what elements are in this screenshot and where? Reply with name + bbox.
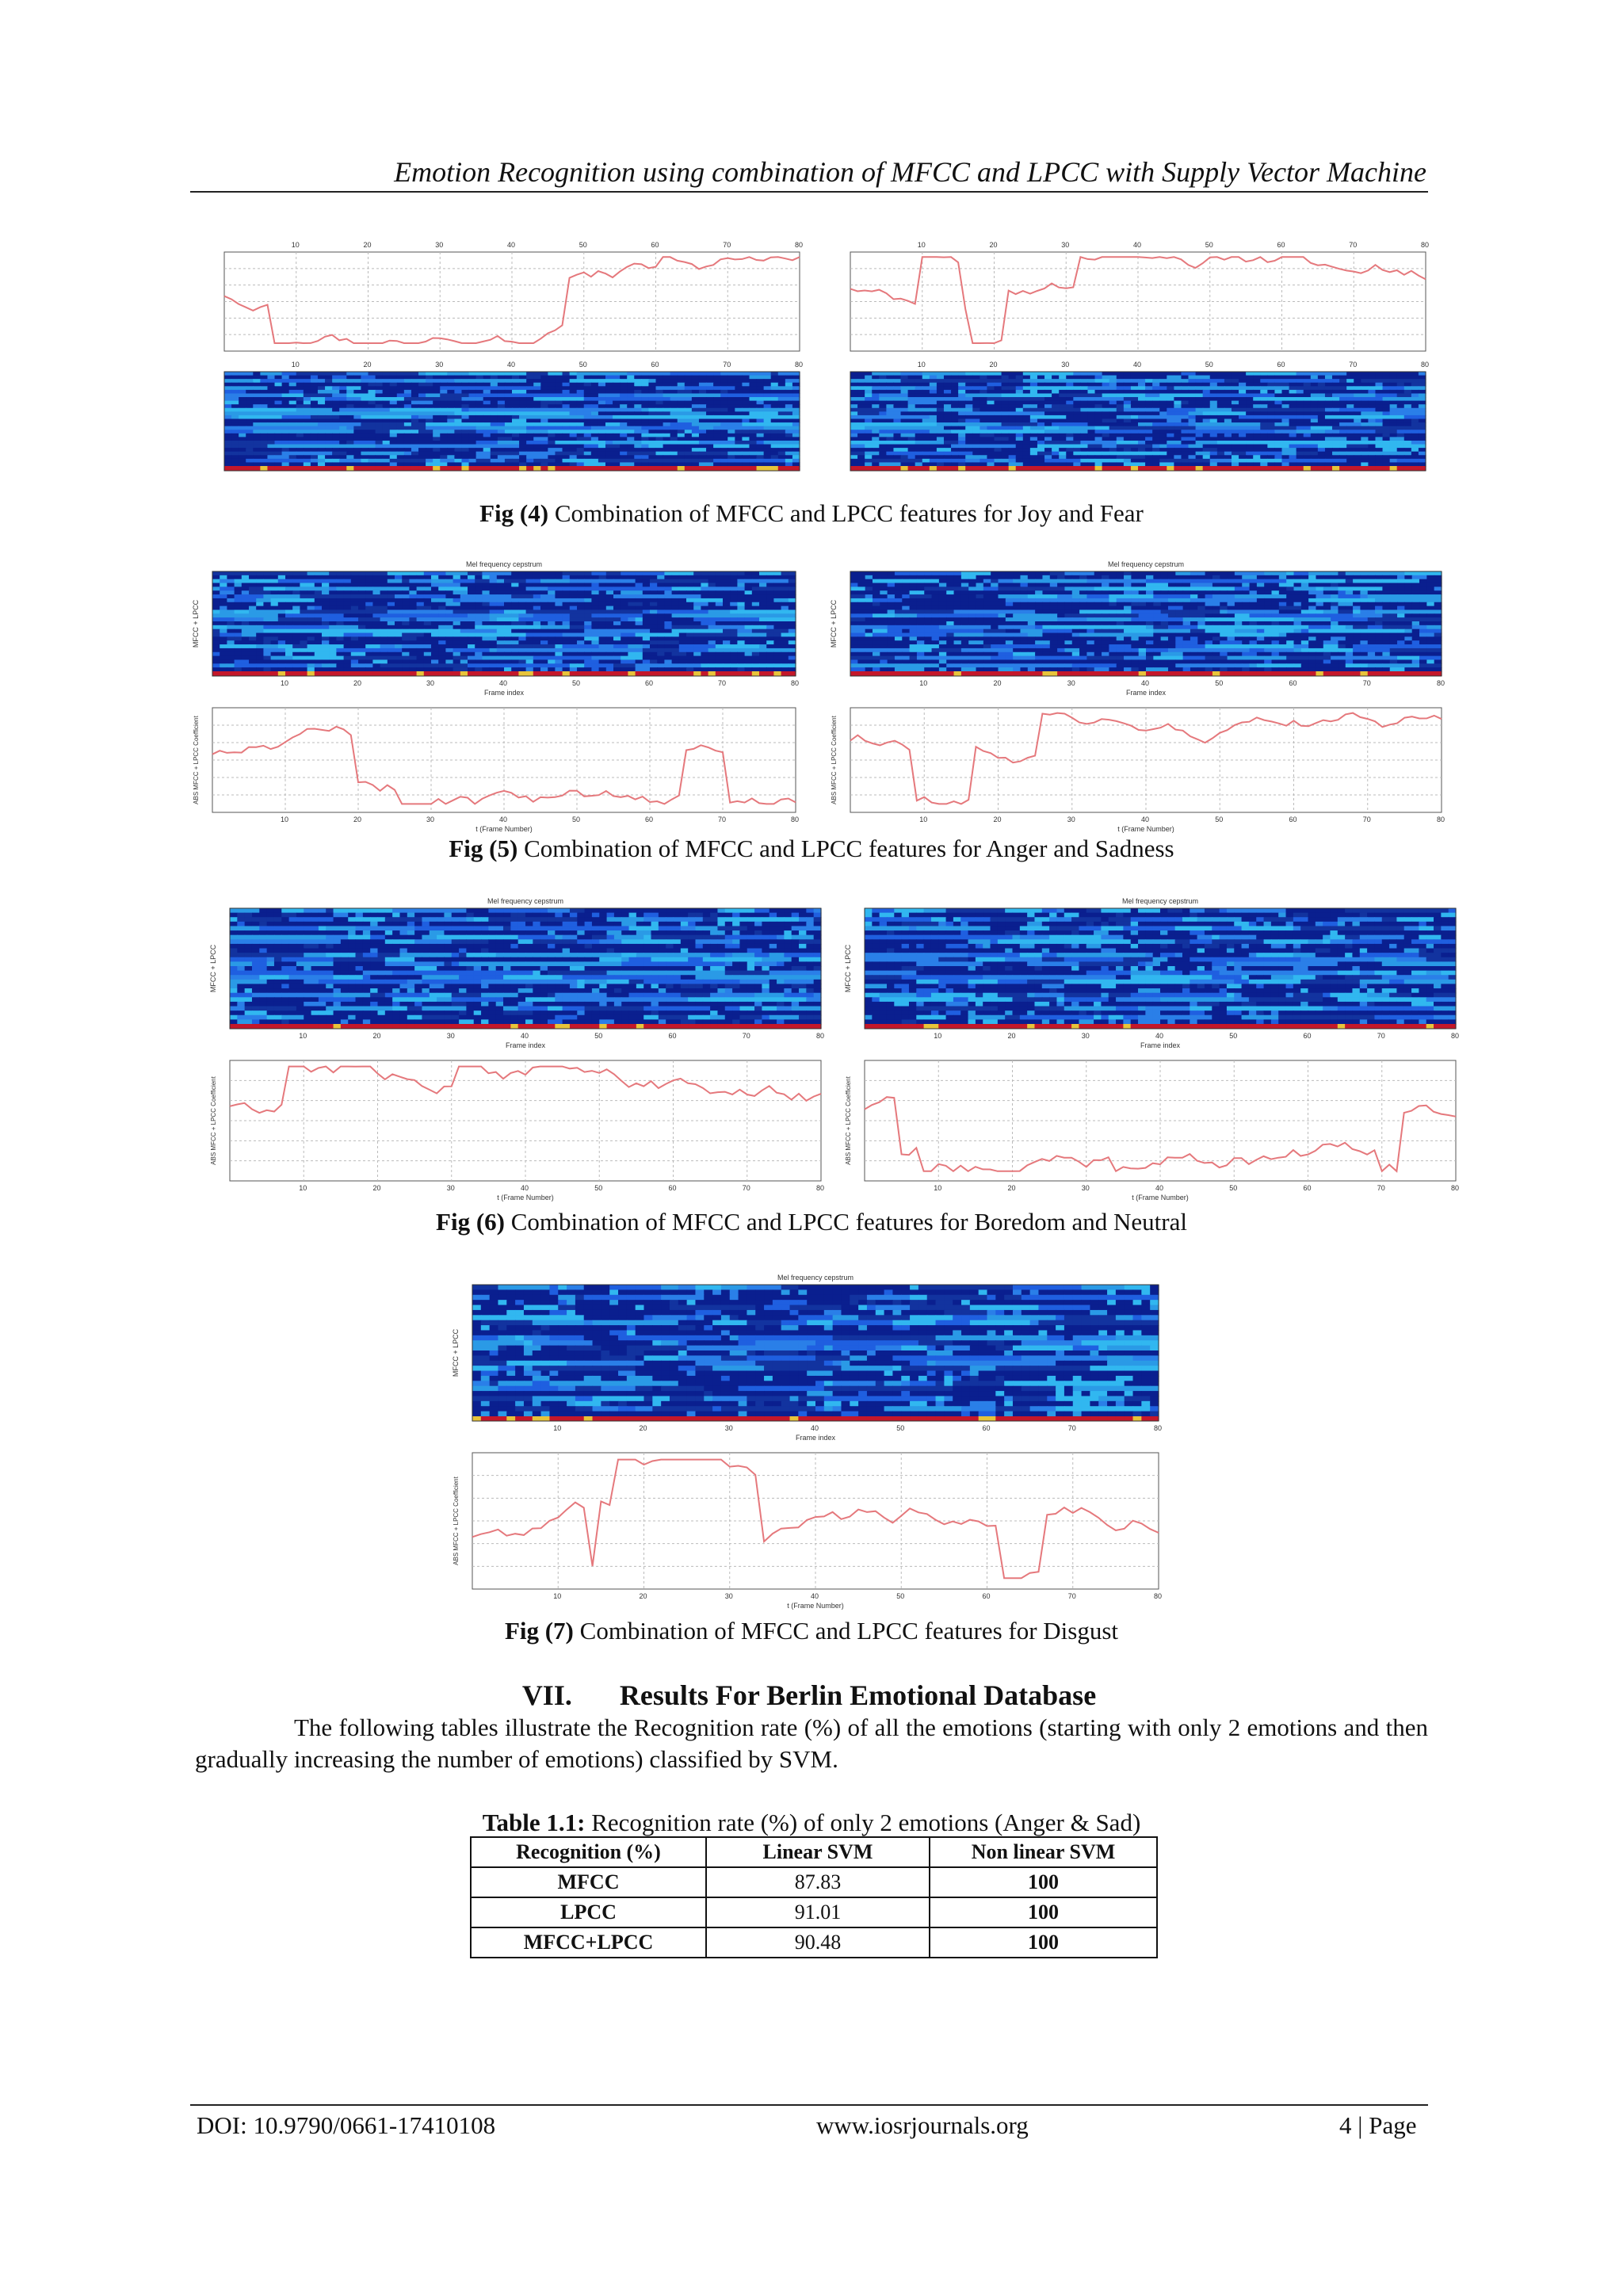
line-xtick: 50 [572,816,581,823]
spectrogram-xtick: 40 [499,679,508,687]
line-xtick: 60 [1303,1184,1312,1192]
line-xtick: 80 [1421,241,1430,249]
table-cell: 100 [930,1897,1157,1927]
line-xtick: 80 [1154,1592,1163,1600]
header-rule [190,191,1428,193]
line-xtick: 30 [426,816,435,823]
line-xtick: 60 [668,1184,677,1192]
spectrogram-xtick: 50 [572,679,581,687]
line-xtick: 50 [896,1592,905,1600]
spectrogram-xtick: 20 [1007,1032,1016,1040]
figure-4-caption [0,499,1623,528]
spectrogram-xtick: 50 [1205,361,1213,369]
table-caption-text: Recognition rate (%) of only 2 emotions (Anger & Sad) [591,1809,1141,1836]
spectrogram-xlabel: Frame index [483,689,525,697]
table-caption-label: Table 1.1: [482,1809,586,1836]
fig5-left-svg [190,559,800,833]
footer-page: 4 | Page [1339,2111,1417,2139]
spectrogram-xtick: 40 [507,361,516,369]
line-xtick: 50 [579,241,587,249]
spectrogram-xtick: 70 [1377,1032,1385,1040]
feature-line-plot [850,708,1442,812]
spectrogram-xtick: 80 [791,679,800,687]
fig7-svg [450,1272,1163,1613]
spectrogram-xtick: 40 [1141,679,1150,687]
table-cell: MFCC [471,1867,706,1897]
figure-5-caption [0,835,1623,863]
table-row [471,1867,1157,1897]
spectrogram [850,571,1442,676]
table-header-cell: Recognition (%) [471,1837,706,1867]
spectrogram-xtick: 20 [639,1424,647,1432]
line-xtick: 80 [816,1184,825,1192]
section-title: Results For Berlin Emotional Database [619,1679,1097,1711]
figure-5-caption-text: Combination of MFCC and LPCC features for Anger and Sadness [524,835,1174,862]
spectrogram-xtick: 80 [1451,1032,1460,1040]
line-xtick: 30 [1067,816,1075,823]
feature-line-plot [212,708,796,812]
spectrogram-ylabel: MFCC + LPCC [192,599,200,648]
line-xtick: 60 [645,816,654,823]
spectrogram-xtick: 40 [811,1424,819,1432]
figure-4-left [202,238,804,485]
spectrogram-xtick: 10 [917,361,926,369]
line-xtick: 10 [934,1184,942,1192]
feature-line-plot [472,1453,1159,1589]
line-xtick: 10 [553,1592,562,1600]
line-xtick: 70 [742,1184,750,1192]
spectrogram-ylabel: MFCC + LPCC [830,599,838,648]
table-caption [0,1809,1623,1837]
spectrogram-ylabel: MFCC + LPCC [844,944,852,993]
line-xtick: 70 [1362,816,1371,823]
table-cell: 100 [930,1927,1157,1958]
line-xtick: 60 [982,1592,991,1600]
spectrogram-xtick: 70 [723,361,731,369]
figure-4-caption-text: Combination of MFCC and LPCC features for Joy and Fear [554,499,1144,527]
line-xtick: 30 [435,241,444,249]
spectrogram-xtick: 40 [1133,361,1142,369]
spectrogram-xtick: 60 [1277,361,1285,369]
spectrogram-xtick: 70 [1067,1424,1076,1432]
line-xtick: 80 [1451,1184,1460,1192]
line-xtick: 50 [1205,241,1213,249]
table-cell: MFCC+LPCC [471,1927,706,1958]
figure-6-caption-text: Combination of MFCC and LPCC features for Boredom and Neutral [510,1208,1187,1236]
line-xtick: 10 [919,816,928,823]
line-xtick: 30 [724,1592,733,1600]
spectrogram-xtick: 20 [993,679,1002,687]
spectrogram-xtick: 40 [1155,1032,1164,1040]
table-cell: 91.01 [706,1897,930,1927]
spectrogram-xtick: 30 [1081,1032,1090,1040]
line-xtick: 80 [795,241,804,249]
fig6-right-svg [842,896,1461,1201]
spectrogram-title: Mel frequency cepstrum [1121,897,1199,905]
figure-6-label: Fig (6) [436,1208,505,1236]
spectrogram-xtick: 20 [372,1032,381,1040]
spectrogram-xtick: 10 [281,679,289,687]
spectrogram-xtick: 70 [742,1032,750,1040]
figure-4-label: Fig (4) [479,499,549,527]
line-xtick: 60 [1277,241,1285,249]
spectrogram-ylabel: MFCC + LPCC [452,1328,460,1377]
spectrogram-xtick: 30 [435,361,444,369]
spectrogram-xlabel: Frame index [505,1041,546,1049]
line-xtick: 50 [1229,1184,1238,1192]
line-xtick: 20 [639,1592,647,1600]
spectrogram-xtick: 10 [553,1424,562,1432]
feature-line-plot [230,1060,821,1181]
spectrogram [212,571,796,676]
section-number: VII. [521,1679,572,1711]
spectrogram-xtick: 60 [668,1032,677,1040]
spectrogram-xtick: 40 [521,1032,529,1040]
spectrogram-xtick: 30 [426,679,435,687]
feature-line-plot [850,252,1426,351]
line-xtick: 20 [372,1184,381,1192]
spectrogram-xtick: 20 [353,679,362,687]
spectrogram-xtick: 50 [896,1424,905,1432]
spectrogram-xtick: 30 [724,1424,733,1432]
results-paragraph-text: The following tables illustrate the Recognition rate (%) of all the emotions (starting with only 2 emotions and then gradually increasing the number of emotions) classified by SVM. [195,1713,1428,1773]
line-xtick: 40 [1133,241,1142,249]
feature-line-plot [224,252,800,351]
figure-6-right [842,896,1461,1201]
spectrogram [230,908,822,1029]
spectrogram-xtick: 50 [1229,1032,1238,1040]
spectrogram-xlabel: Frame index [795,1434,836,1442]
spectrogram-xtick: 20 [363,361,372,369]
line-ylabel: ABS MFCC + LPCC Coefficient [845,1076,852,1165]
spectrogram [865,908,1457,1029]
spectrogram-xlabel: Frame index [1125,689,1167,697]
spectrogram-xtick: 50 [594,1032,603,1040]
spectrogram-xtick: 10 [299,1032,307,1040]
line-ylabel: ABS MFCC + LPCC Coefficient [831,716,838,804]
line-xtick: 30 [1081,1184,1090,1192]
line-xtick: 20 [989,241,998,249]
spectrogram-xtick: 60 [1303,1032,1312,1040]
line-xtick: 80 [791,816,800,823]
figure-7 [450,1272,1163,1613]
spectrogram-xtick: 10 [934,1032,942,1040]
table-cell: 87.83 [706,1867,930,1897]
fig5-right-svg [828,559,1446,833]
line-xtick: 70 [723,241,731,249]
spectrogram-title: Mel frequency cepstrum [777,1274,854,1282]
line-xtick: 50 [1215,816,1224,823]
line-xtick: 60 [651,241,659,249]
line-xtick: 50 [594,1184,603,1192]
line-xtick: 40 [1141,816,1150,823]
results-paragraph [195,1712,1428,1775]
line-ylabel: ABS MFCC + LPCC Coefficient [453,1477,460,1565]
spectrogram-xtick: 30 [1067,679,1075,687]
line-xlabel: t (Frame Number) [497,1194,554,1201]
figure-6-caption [0,1208,1623,1236]
spectrogram-xtick: 80 [1437,679,1445,687]
line-xtick: 40 [1155,1184,1164,1192]
spectrogram-xtick: 10 [919,679,928,687]
line-xtick: 10 [291,241,300,249]
figure-5-label: Fig (5) [449,835,518,862]
fig4-right-svg [828,238,1430,485]
line-xtick: 30 [1061,241,1070,249]
line-xtick: 40 [507,241,516,249]
line-xlabel: t (Frame Number) [1117,825,1174,833]
spectrogram-xtick: 30 [446,1032,455,1040]
section-heading [190,1679,1428,1712]
spectrogram-xtick: 30 [1061,361,1070,369]
table-cell: 100 [930,1867,1157,1897]
line-xtick: 20 [993,816,1002,823]
table-header-cell: Non linear SVM [930,1837,1157,1867]
line-xtick: 70 [1377,1184,1385,1192]
fig6-left-svg [208,896,826,1201]
spectrogram-xtick: 70 [1362,679,1371,687]
figure-5-right [828,559,1446,833]
line-xtick: 10 [299,1184,307,1192]
line-ylabel: ABS MFCC + LPCC Coefficient [210,1076,217,1165]
spectrogram [472,1285,1159,1421]
figure-4-right [828,238,1430,485]
spectrogram-xtick: 60 [645,679,654,687]
line-xtick: 20 [363,241,372,249]
line-xtick: 70 [1067,1592,1076,1600]
spectrogram-xtick: 10 [291,361,300,369]
spectrogram-xtick: 70 [1349,361,1358,369]
spectrogram-xtick: 60 [1289,679,1297,687]
footer-doi: DOI: 10.9790/0661-17410108 [197,2111,496,2139]
spectrogram-xtick: 50 [579,361,587,369]
line-xtick: 20 [353,816,362,823]
line-xtick: 10 [917,241,926,249]
feature-line-plot [865,1060,1456,1181]
spectrogram-xtick: 80 [1421,361,1430,369]
spectrogram-xtick: 60 [982,1424,991,1432]
line-ylabel: ABS MFCC + LPCC Coefficient [193,716,200,804]
spectrogram-xtick: 80 [1154,1424,1163,1432]
line-xtick: 40 [499,816,508,823]
line-xtick: 60 [1289,816,1297,823]
line-xlabel: t (Frame Number) [475,825,533,833]
line-xlabel: t (Frame Number) [787,1602,844,1610]
figure-7-label: Fig (7) [504,1617,574,1645]
figure-7-caption [0,1617,1623,1645]
spectrogram-title: Mel frequency cepstrum [1107,560,1185,568]
table-cell: LPCC [471,1897,706,1927]
spectrogram-xtick: 80 [795,361,804,369]
line-xtick: 70 [718,816,727,823]
footer-site: www.iosrjournals.org [816,2111,1029,2139]
line-xtick: 40 [521,1184,529,1192]
line-xtick: 80 [1437,816,1445,823]
figure-6-left [208,896,826,1201]
table-row [471,1927,1157,1958]
spectrogram-xlabel: Frame index [1140,1041,1181,1049]
figure-5-left [190,559,800,833]
footer-rule [190,2104,1428,2106]
table-row [471,1897,1157,1927]
line-xtick: 20 [1007,1184,1016,1192]
spectrogram-title: Mel frequency cepstrum [465,560,543,568]
figure-7-caption-text: Combination of MFCC and LPCC features for Disgust [579,1617,1119,1645]
spectrogram-xtick: 60 [651,361,659,369]
table-cell: 90.48 [706,1927,930,1958]
line-xtick: 70 [1349,241,1358,249]
spectrogram-xtick: 50 [1215,679,1224,687]
table-header-row [471,1837,1157,1867]
table-header-cell: Linear SVM [706,1837,930,1867]
line-xtick: 30 [446,1184,455,1192]
results-table [470,1836,1158,1958]
spectrogram [224,372,800,471]
line-xlabel: t (Frame Number) [1132,1194,1189,1201]
spectrogram [850,372,1426,471]
running-title: Emotion Recognition using combination of MFCC and LPCC with Supply Vector Machine [394,156,1426,188]
spectrogram-ylabel: MFCC + LPCC [209,944,217,993]
spectrogram-xtick: 80 [816,1032,825,1040]
spectrogram-xtick: 20 [989,361,998,369]
line-xtick: 10 [281,816,289,823]
spectrogram-title: Mel frequency cepstrum [487,897,564,905]
spectrogram-xtick: 70 [718,679,727,687]
fig4-left-svg [202,238,804,485]
line-xtick: 40 [811,1592,819,1600]
